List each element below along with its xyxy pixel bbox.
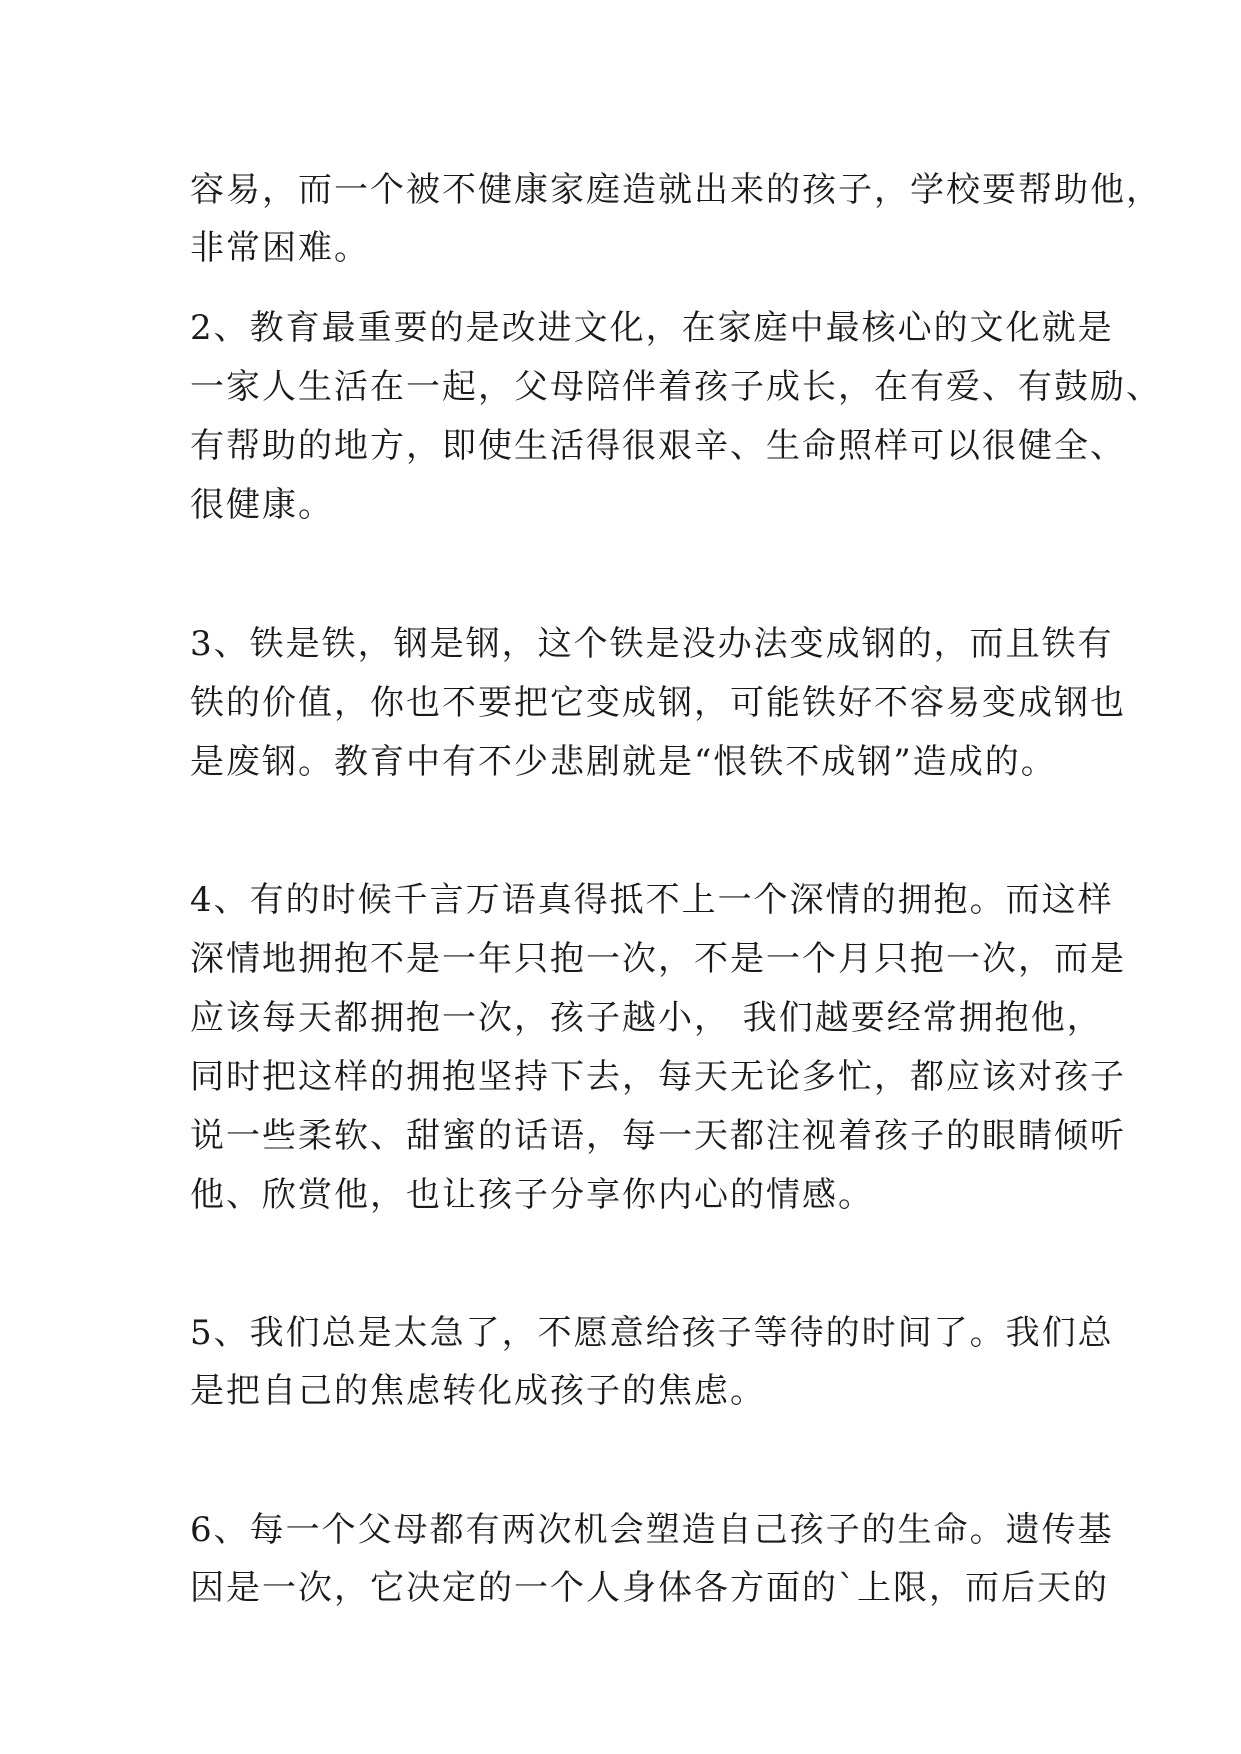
paragraph-line: 2、教育最重要的是改进文化，在家庭中最核心的文化就是 — [190, 308, 1114, 348]
paragraph-line: 3、铁是铁，钢是钢，这个铁是没办法变成钢的，而且铁有 — [190, 624, 1114, 664]
paragraph-line: 6、每一个父母都有两次机会塑造自己孩子的生命。遗传基 — [190, 1510, 1114, 1550]
paragraph-line: 非常困难。 — [190, 228, 370, 268]
paragraph-line: 是废钢。教育中有不少悲剧就是“恨铁不成钢”造成的。 — [190, 742, 1057, 782]
paragraph-line: 因是一次，它决定的一个人身体各方面的`上限，而后天的 — [190, 1568, 1109, 1608]
paragraph-line: 有帮助的地方，即使生活得很艰辛、生命照样可以很健全、 — [190, 426, 1126, 466]
paragraph-line: 说一些柔软、甜蜜的话语，每一天都注视着孩子的眼睛倾听 — [190, 1116, 1126, 1156]
paragraph-line: 应该每天都拥抱一次，孩子越小， 我们越要经常拥抱他， — [190, 998, 1103, 1038]
paragraph-line: 4、有的时候千言万语真得抵不上一个深情的拥抱。而这样 — [190, 880, 1114, 920]
paragraph-line: 是把自己的焦虑转化成孩子的焦虑。 — [190, 1371, 766, 1411]
paragraph-line: 深情地拥抱不是一年只抱一次，不是一个月只抱一次，而是 — [190, 939, 1126, 979]
paragraph-line: 铁的价值，你也不要把它变成钢，可能铁好不容易变成钢也 — [190, 683, 1126, 723]
paragraph-line: 他、欣赏他，也让孩子分享你内心的情感。 — [190, 1175, 874, 1215]
paragraph-line: 同时把这样的拥抱坚持下去，每天无论多忙，都应该对孩子 — [190, 1057, 1126, 1097]
paragraph-line: 很健康。 — [190, 485, 334, 525]
paragraph-line: 一家人生活在一起，父母陪伴着孩子成长，在有爱、有鼓励、 — [190, 367, 1162, 407]
paragraph-line: 容易，而一个被不健康家庭造就出来的孩子，学校要帮助他， — [190, 170, 1162, 210]
paragraph-line: 5、我们总是太急了，不愿意给孩子等待的时间了。我们总 — [190, 1313, 1114, 1353]
